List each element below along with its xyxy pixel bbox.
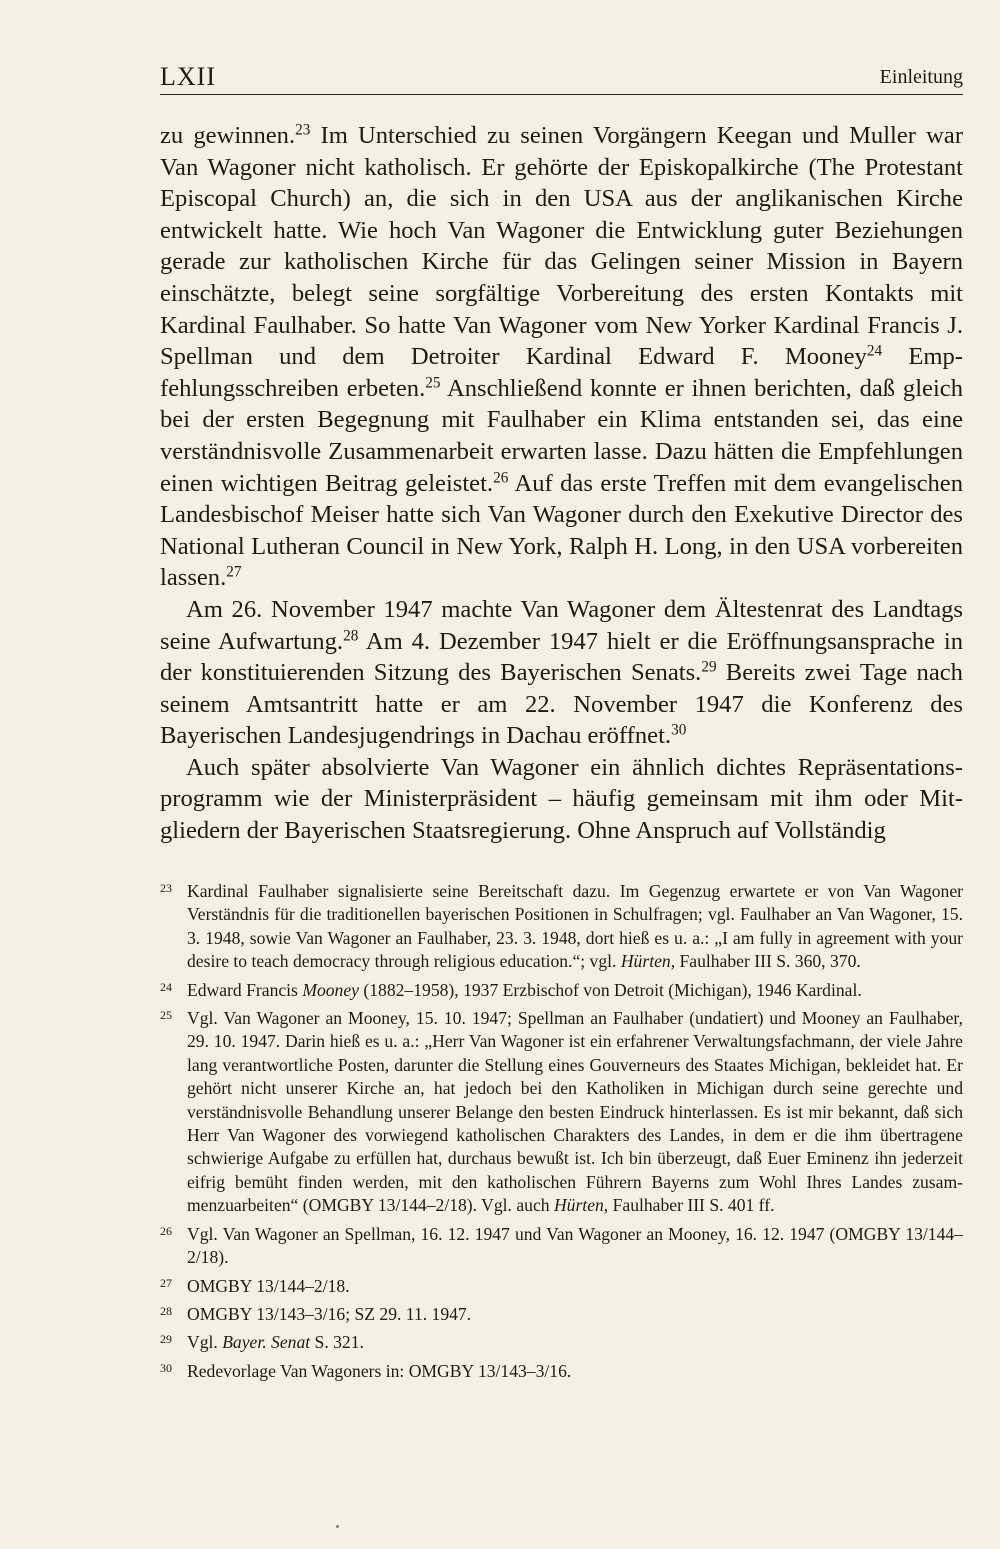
running-header xyxy=(160,60,963,95)
footnote xyxy=(160,979,963,1002)
footnote xyxy=(160,1360,963,1383)
paper-speck xyxy=(336,1525,339,1528)
footnote-ref: 27 xyxy=(226,563,242,581)
text-run: OMGBY 13/143–3/16; SZ 29. 11. 1947. xyxy=(187,1303,472,1324)
footnotes xyxy=(160,880,963,1388)
text-run: Bereits zwei Tage nach seinem Amtsantritt hatte er am 22. November 1947 die Konferenz des Bayerischen Landesjugendrings in Dachau eröffnet. xyxy=(160,659,963,750)
text-run: Vgl. Van Wagoner an Mooney, 15. 10. 1947; Spellman an Faulhaber (undatiert) und Mooney an Faulhaber, 29. 10. 1947. Darin hieß es u. a.: „Herr Van Wagoner ist ein erfahrener Verwaltungsfachmann, der viele Jahre lang verantwortliche Posten, darunter die Stellung eines Gouverneurs des Staates Michigan, bekleidet hat. Er gehört nicht unserer Kirche an, hat jedoch bei den Katholiken in Michigan durch seine gerechte und verständnisvolle Behandlung unserer Belange den besten Eindruck hinterlassen. Es ist mir bekannt, daß sich Herr Van Wagoner des vorwiegend katholischen Charakters des Landes, in dem er die ihm übertragene schwierige Aufgabe zu erfüllen hat, durchaus bewußt ist. Ich bin überzeugt, daß Euer Eminenz ihn jederzeit eifrig bemüht finden werden, mit den katholischen Führern Bayerns zum Wohl Ihres Landes zusammenzuarbeiten“ (OMGBY 13/144–2/18). Vgl. auch xyxy=(187,1008,963,1216)
footnote-number: 23 xyxy=(160,881,172,895)
footnote xyxy=(160,1007,963,1218)
italic-text: Hürten xyxy=(553,1195,604,1216)
text-run: Empfehlungsschreiben erbeten. xyxy=(160,343,963,402)
footnote-number: 29 xyxy=(160,1332,172,1347)
footnote xyxy=(160,1275,963,1298)
text-run: Auch später absolvierte Van Wagoner ein ähnlich dichtes Repräsentationsprogramm wie der Ministerpräsident – häufig gemeinsam mit ihm oder Mitgliedern der Bayerischen Staatsregierung. Ohne Anspruch auf Vollständig xyxy=(160,753,963,845)
footnote-text xyxy=(187,880,963,974)
text-run: Edward Francis xyxy=(187,979,303,1000)
footnote-text xyxy=(187,1303,963,1326)
footnote xyxy=(160,1331,963,1354)
footnote-ref: 24 xyxy=(866,342,883,360)
text-run: Redevorlage Van Wagoners in: OMGBY 13/143–3/16. xyxy=(187,1360,572,1381)
text-run: zu gewinnen. xyxy=(160,122,296,149)
footnote-ref: 30 xyxy=(671,721,687,739)
footnote-text xyxy=(187,979,963,1002)
text-run: Anschließend konnte er ihnen berichten, daß gleich bei der ersten Begegnung mit Faulhaber ein Klima entstanden sei, das eine verständnisvolle Zusammenarbeit erwarten lasse. Dazu hätten die Empfehlungen einen wichtigen Beitrag geleistet. xyxy=(160,374,964,497)
page-number: LXII xyxy=(160,62,216,91)
paragraph xyxy=(160,594,963,752)
footnote-text xyxy=(187,1007,963,1218)
running-title: Einleitung xyxy=(879,66,963,88)
footnote-ref: 25 xyxy=(425,374,441,392)
footnote-number: 25 xyxy=(160,1008,172,1023)
main-text xyxy=(160,120,963,847)
text-run: , Faulhaber III S. 401 ff. xyxy=(603,1195,775,1216)
text-run: OMGBY 13/144–2/18. xyxy=(187,1275,350,1296)
footnote-text xyxy=(187,1360,963,1383)
text-run: S. 321. xyxy=(310,1332,364,1353)
text-run: Im Unterschied zu seinen Vorgängern Keegan und Muller war Van Wagoner nicht katholisch. Er gehörte der Episkopalkirche (The Protestant Episcopal Church) an, die sich in den USA aus der anglikanischen Kirche entwickelt hatte. Wie hoch Van Wagoner die Entwicklung guter Beziehungen gerade zur katholischen Kirche für das Gelingen seiner Mission in Bayern einschätzte, belegt seine sorgfältige Vorbereitung des ersten Kontakts mit Kardinal Faulhaber. So hatte Van Wagoner vom New Yorker Kardinal Francis J. Spellman und dem Detroiter Kardinal Edward F. Mooney xyxy=(160,122,964,371)
italic-text: Hürten xyxy=(620,951,671,972)
footnote-ref: 28 xyxy=(343,627,359,645)
footnote-text xyxy=(187,1275,963,1298)
italic-text: Mooney xyxy=(302,979,359,1000)
paragraph xyxy=(160,120,963,594)
footnote-text xyxy=(187,1223,963,1270)
footnote-number: 24 xyxy=(160,979,172,994)
footnote xyxy=(160,1223,963,1270)
text-run: Vgl. Van Wagoner an Spellman, 16. 12. 1947 und Van Wagoner an Mooney, 16. 12. 1947 (OMGBY 13/144–2/18). xyxy=(187,1223,963,1268)
footnote xyxy=(160,1303,963,1326)
italic-text: Bayer. Senat xyxy=(222,1332,311,1353)
footnote-number: 27 xyxy=(160,1275,172,1290)
text-run: Kardinal Faulhaber signalisierte seine Bereitschaft dazu. Im Gegenzug erwartete er von Van Wagoner Verständnis für die traditionellen bayerischen Positionen in Schulfragen; vgl. Faulhaber an Van Wagoner, 15. 3. 1948, sowie Van Wagoner an Faulhaber, 23. 3. 1948, dort hieß es u. a.: „I am fully in agreement with your desire to teach democracy through religious education.“; vgl. xyxy=(187,881,963,972)
footnote xyxy=(160,880,963,974)
paragraph xyxy=(160,752,963,847)
text-run: Am 4. Dezember 1947 hielt er die Eröffnungsansprache in der konstituierenden Sitzung des Bayerischen Senats. xyxy=(160,627,964,687)
text-run: , Faulhaber III S. 360, 370. xyxy=(670,951,861,972)
footnote-ref: 26 xyxy=(493,469,509,487)
footnote-text xyxy=(187,1331,963,1354)
footnote-number: 30 xyxy=(160,1360,172,1375)
text-run: Auf das erste Treffen mit dem evangelischen Landesbischof Meiser hatte sich Van Wagoner durch den Exekutive Director des National Lutheran Council in New York, Ralph H. Long, in den USA vorbereiten lassen. xyxy=(160,469,964,592)
footnote-number: 26 xyxy=(160,1223,172,1238)
footnote-ref: 29 xyxy=(701,658,717,676)
text-run: Am 26. November 1947 machte Van Wagoner dem Ältestenrat des Landtags seine Aufwartung. xyxy=(160,595,963,655)
footnote-ref: 23 xyxy=(295,121,311,139)
text-run: Vgl. xyxy=(187,1332,223,1353)
text-run: (1882–1958), 1937 Erzbischof von Detroit (Michigan), 1946 Kardinal. xyxy=(358,979,862,1000)
footnote-number: 28 xyxy=(160,1303,172,1318)
